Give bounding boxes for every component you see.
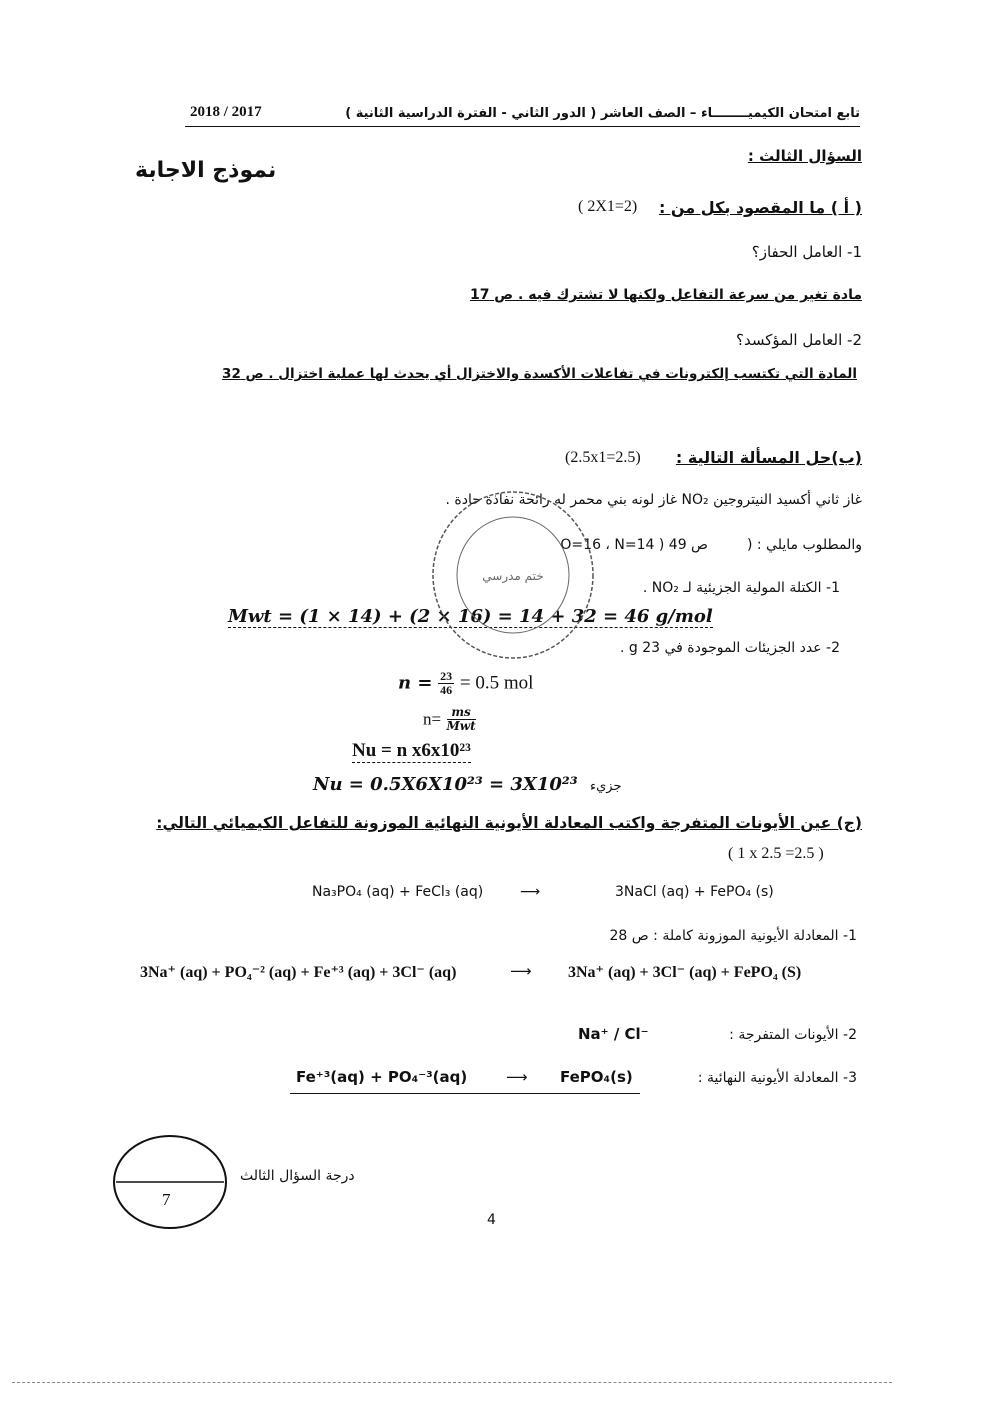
spectator-ions: Na⁺ / Cl⁻ bbox=[578, 1025, 649, 1043]
mwt-equation: Mwt = (1 × 14) + (2 × 16) = 14 + 32 = 46 g/mol bbox=[228, 606, 713, 627]
nu-unit: جزيء bbox=[590, 779, 622, 794]
n-formula-numerator: ms bbox=[447, 706, 476, 720]
net-ionic-lhs: Fe⁺³(aq) + PO₄⁻³(aq) bbox=[296, 1068, 468, 1086]
part-b-intro: غاز ثاني أكسيد النيتروجين NO₂ غاز لونه بني محمر له رائحة نفاذة حادة . bbox=[445, 492, 862, 508]
net-ionic-underline bbox=[290, 1093, 640, 1094]
n-formula bbox=[423, 706, 476, 733]
score-label: درجة السؤال الثالث bbox=[240, 1168, 355, 1184]
part-b-marks: (2.5x1=2.5) bbox=[565, 449, 641, 466]
n-formula-lhs: n= bbox=[423, 709, 442, 729]
full-ionic-arrow: ⟶ bbox=[510, 962, 532, 980]
part-c-marks: ( 1 x 2.5 =2.5 ) bbox=[728, 845, 824, 862]
header-line: تابع امتحان الكيميــــــــاء – الصف العاشر ( الدور الثاني - الفترة الدراسية الثانية ) bbox=[345, 106, 860, 121]
bottom-scan-line bbox=[12, 1382, 892, 1383]
part-b-heading: (ب)حل المسألة التالية : bbox=[675, 448, 862, 467]
part-b-q2: 2- عدد الجزيئات الموجودة في 23 g . bbox=[619, 640, 840, 656]
part-c-q2: 2- الأيونات المتفرجة : bbox=[729, 1027, 857, 1043]
part-a-a2: المادة التي تكتسب إلكترونات في تفاعلات الأكسدة والاختزال أي يحدث لها عملية اختزال . ص 32 bbox=[222, 366, 857, 382]
header-year: 2018 / 2017 bbox=[190, 104, 262, 120]
model-answer-title: نموذج الاجابة bbox=[135, 158, 277, 183]
part-c-q1: 1- المعادلة الأيونية الموزونة كاملة : ص 28 bbox=[609, 928, 857, 944]
part-b-q1: 1- الكتلة المولية الجزيئية لـ NO₂ . bbox=[642, 580, 840, 596]
net-ionic-rhs: FePO₄(s) bbox=[560, 1068, 633, 1086]
part-c-heading: (ج) عين الأيونات المتفرجة واكتب المعادلة الأيونية النهائية الموزونة للتفاعل الكيميائي التالي: bbox=[156, 814, 862, 832]
reaction-rhs: 3NaCl (aq) + FePO₄ (s) bbox=[615, 884, 774, 900]
part-b-given-prefix: والمطلوب مايلي : ( bbox=[746, 537, 862, 553]
n-formula-fraction bbox=[447, 706, 476, 733]
full-ionic-lhs: 3Na⁺ (aq) + PO₄⁻² (aq) + Fe⁺³ (aq) + 3Cl⁻ (aq) bbox=[140, 964, 457, 981]
part-a-a1: مادة تغير من سرعة التفاعل ولكنها لا تشترك فيه . ص 17 bbox=[469, 287, 862, 303]
n-calculation bbox=[398, 670, 533, 697]
full-ionic-rhs: 3Na⁺ (aq) + 3Cl⁻ (aq) + FePO₄ (S) bbox=[568, 964, 802, 981]
page-number: 4 bbox=[487, 1212, 496, 1228]
part-a-q1: 1- العامل الحفاز؟ bbox=[751, 243, 862, 261]
reaction-arrow: ⟶ bbox=[520, 884, 541, 900]
n-fraction bbox=[438, 670, 454, 697]
header-rule bbox=[185, 126, 860, 127]
part-a-q2: 2- العامل المؤكسد؟ bbox=[736, 331, 862, 349]
part-a-heading: ( أ ) ما المقصود بكل من : bbox=[658, 198, 862, 217]
n-result: = 0.5 mol bbox=[459, 672, 534, 694]
score-circle bbox=[110, 1132, 230, 1232]
part-c-q3: 3- المعادلة الأيونية النهائية : bbox=[697, 1070, 857, 1086]
nu-calculation: Nu = 0.5X6X10²³ = 3X10²³ bbox=[313, 774, 578, 795]
part-b-given-values: O=16 ، N=14 ) ص 49 bbox=[560, 537, 708, 553]
nu-formula: Nu = n x6x10²³ bbox=[352, 740, 471, 761]
reaction-lhs: Na₃PO₄ (aq) + FeCl₃ (aq) bbox=[312, 884, 484, 900]
part-a-marks: ( 2X1=2) bbox=[578, 198, 638, 215]
question-title: السؤال الثالث : bbox=[747, 147, 862, 165]
stamp-text: ختم مدرسي bbox=[482, 569, 544, 583]
score-value: 7 bbox=[162, 1190, 171, 1209]
n-lhs: n = bbox=[398, 672, 433, 694]
n-denominator: 46 bbox=[440, 683, 453, 697]
net-ionic-arrow: ⟶ bbox=[506, 1068, 528, 1086]
school-stamp bbox=[428, 488, 598, 663]
n-formula-denominator: Mwt bbox=[446, 719, 476, 733]
n-numerator: 23 bbox=[440, 669, 453, 683]
